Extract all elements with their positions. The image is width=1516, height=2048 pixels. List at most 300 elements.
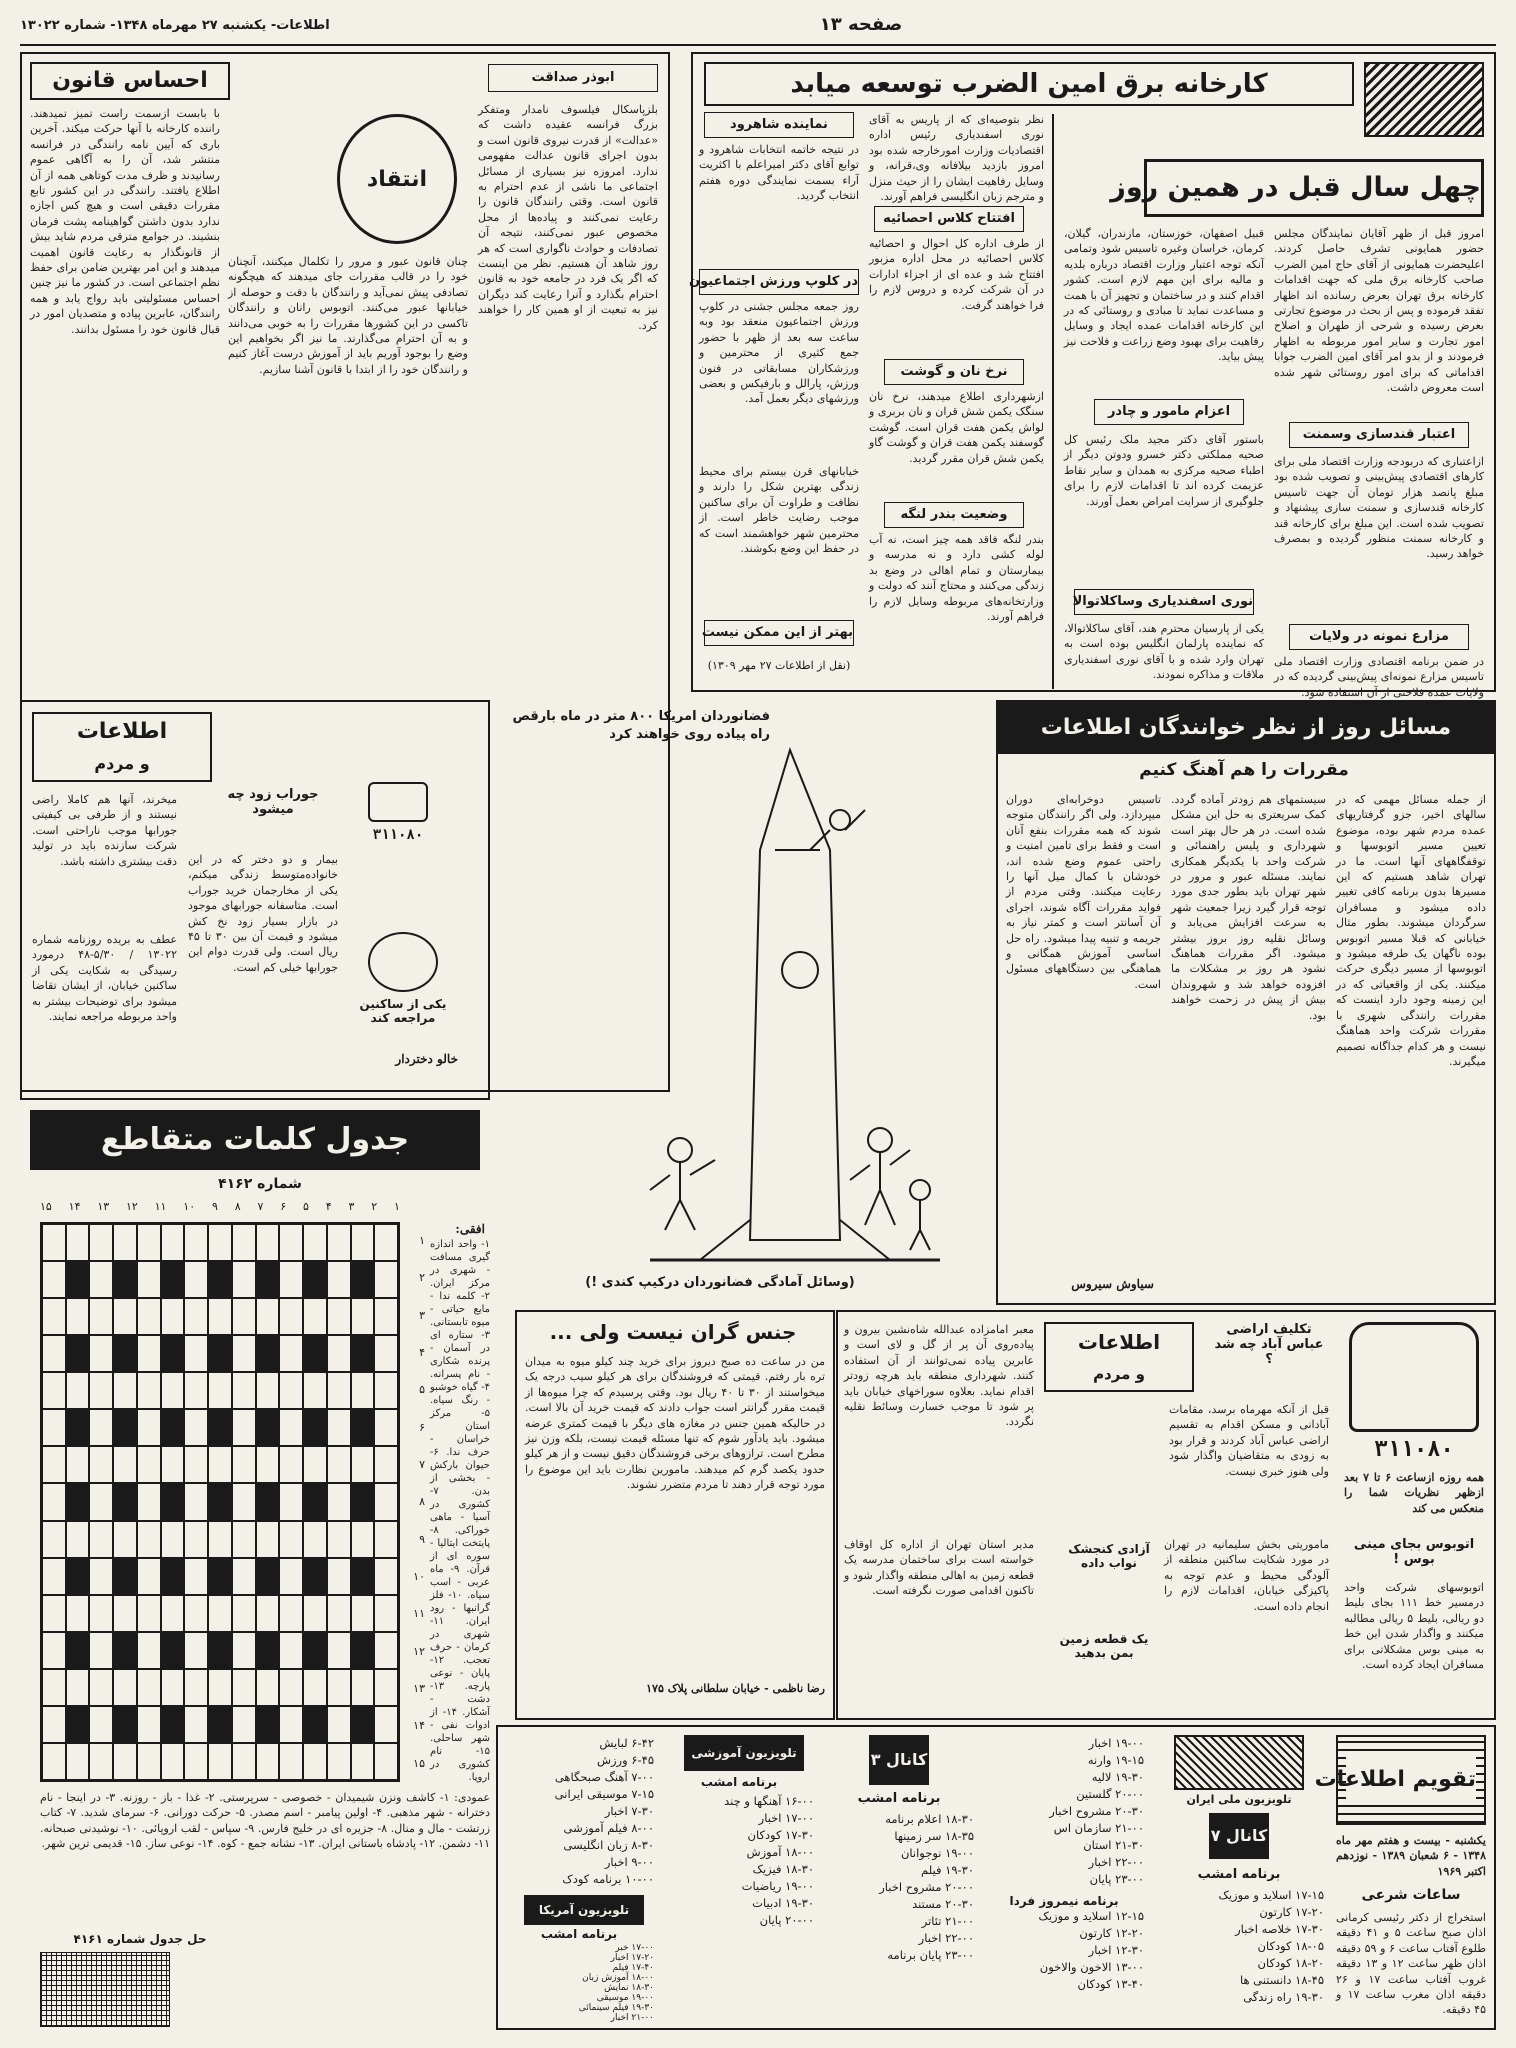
- tv7b-line: ۲۰-۰۰ گلستین: [1076, 1787, 1144, 1801]
- crossword-black-cell: [113, 1632, 137, 1669]
- crossword-cell: [89, 1298, 113, 1335]
- model-farms-body: در ضمن برنامه اقتصادی وزارت اقتصاد ملی تاسیس مزارع نمونه‌ای پیش‌بینی گردیده که در ولایات عمده فلاحتی از آن استفاده شود.: [1274, 655, 1484, 699]
- bandar-lengeh-body: بندر لنگه فاقد همه چیز است، نه آب لوله کشی دارد و نه مدرسه و بیمارستان و تمام اهالی در وضع بد زندگی می‌کنند و محتاج آنند که دولت و وزارتخانه‌های مربوطه وسایل لازم را فراهم آورند.: [869, 533, 1044, 624]
- crossword-row-numbers: [405, 1222, 425, 1782]
- crossword-black-cell: [351, 1632, 375, 1669]
- mardom-left-signature: خالو دختردار: [395, 1052, 458, 1066]
- crossword-black-cell: [303, 1558, 327, 1595]
- crossword-black-cell: [113, 1706, 137, 1743]
- crossword-cell: [279, 1706, 303, 1743]
- tv-radio-line: ۷-۳۰ اخبار: [604, 1804, 654, 1818]
- tv7-line: ۱۸-۲۰ کودکان: [1257, 1956, 1324, 1970]
- tv7b-line: ۱۹-۳۰ لالیه: [1091, 1770, 1144, 1784]
- crossword-solution-grid: [40, 1952, 170, 2027]
- crossword-cell: [137, 1224, 161, 1261]
- col-number: ۸: [234, 1200, 241, 1213]
- crossword-black-cell: [161, 1335, 185, 1372]
- cement-body: ازاعتباری که دربودجه وزارت اقتصاد ملی برای کارهای اقتصادی پیش‌بینی و تصویب شده بود مبلغ پانصد هزار تومان آن جهت تاسیس کارخانه قندسازی و سمنت سازی پیشنهاد و تصویب شده است. این مبلغ برای کارخانه قند و کارخانه سمنت منظور گردیده و بمصرف خواهد رسید.: [1274, 455, 1484, 561]
- law-author-text: ابوذر صداقت: [531, 70, 615, 85]
- crossword-cell: [66, 1521, 90, 1558]
- crossword-cell: [232, 1298, 256, 1335]
- crossword-cell: [303, 1298, 327, 1335]
- mardom-right-logo-line2: و مردم: [1093, 1365, 1145, 1383]
- law-title-box: [30, 62, 230, 100]
- crossword-cell: [232, 1743, 256, 1780]
- col-number: ۹: [211, 1200, 218, 1213]
- crossword-cell: [327, 1483, 351, 1520]
- mardom-right-misc-body: معبر امامزاده عبدالله شاه‌نشین بیرون و پیاده‌روی آن پر از گل و لای است و عابرین پیاده نمی‌توانند از آن استفاده کنند. شهرداری منطقه باید هرچه زودتر اقدام نماید. بعلاوه سوراخهای خیابان باید پر شود تا موجب خسارت وسائط نقلیه نگردد.: [844, 1323, 1034, 1429]
- crossword-black-cell: [161, 1261, 185, 1298]
- crossword-cell: [374, 1706, 398, 1743]
- masthead-page-label: صفحه ۱۳: [819, 14, 903, 35]
- crossword-title: جدول کلمات متقاطع: [30, 1110, 480, 1170]
- crossword-cell: [137, 1335, 161, 1372]
- bread-body: ازشهرداری اطلاع میدهند، نرخ نان سنگک یکمن شش قران و نان بربری و لواش یکمن هفت قران است. گوشت گوسفند یکمن هفت قران و گوشت گاو یکمن شش قران مقرر گردید.: [869, 390, 1044, 465]
- crossword-black-cell: [161, 1483, 185, 1520]
- crossword-solution-label: حل جدول شماره ۴۱۶۱: [73, 1932, 207, 1946]
- crossword-cell: [279, 1632, 303, 1669]
- law-col2: چنان قانون عبور و مرور را تکلمال میکنند، آنچنان خود را در قالب مقررات جای میدهند که هیچگونه تصادفی پیش نمی‌آید و رانندگان با دقت و حوصله از خیابانها عبور می‌کنند. اتوبوس رانان و رانندگان تاکسی در این کشورها مقررات را به خوبی می‌دانند و به آن احترام می‌گذارند. ما نیز اگر بخواهیم این وضع را بوجود آوریم باید از آموزش درست آغاز کنیم و رانندگان خود را از ابتدا با قانون آشنا سازیم.: [228, 255, 468, 376]
- crossword-cell: [42, 1409, 66, 1446]
- calendar-title-box: [1314, 1735, 1486, 1825]
- row-number: ۱۵: [413, 1756, 425, 1770]
- tv-radio-line: ۷-۰۰ آهنگ صبحگاهی: [554, 1770, 654, 1784]
- row-number: ۱: [419, 1234, 425, 1248]
- col-number: ۱۵: [40, 1200, 52, 1213]
- crossword-cell: [137, 1261, 161, 1298]
- crossword-black-cell: [66, 1335, 90, 1372]
- crossword-cell: [184, 1632, 208, 1669]
- crossword-cell: [208, 1595, 232, 1632]
- crossword-black-cell: [303, 1335, 327, 1372]
- crossword-black-cell: [351, 1409, 375, 1446]
- crossword-cell: [279, 1224, 303, 1261]
- crossword-cell: [89, 1632, 113, 1669]
- crossword-cell: [113, 1224, 137, 1261]
- crossword-cell: [327, 1298, 351, 1335]
- tv-us-line: ۱۷-۴۰ فیلم: [612, 1963, 654, 1973]
- crossword-cell: [279, 1743, 303, 1780]
- crossword-cell: [232, 1335, 256, 1372]
- crossword-cell: [256, 1595, 280, 1632]
- tv-us-line: ۱۹-۰۰ موسیقی: [596, 1993, 654, 2003]
- tv7b-tomorrow-line: ۱۳-۰۰ الاخون والاخون: [1039, 1960, 1144, 1974]
- crossword-cell: [42, 1224, 66, 1261]
- crossword-cell: [232, 1595, 256, 1632]
- sports-club-body: روز جمعه مجلس جشنی در کلوپ ورزش اجتماعیون منعقد بود وبه ساعت سه بعد از ظهر با حضور جمع کثیری از محترمین و ورزشکاران مسابقاتی در فنون ورزش، پارالل و بارفیکس و بعضی ورزشهای دیگر بعمل آمد.: [699, 300, 859, 406]
- tv3-line: ۲۲-۰۰ اخبار: [918, 1931, 974, 1945]
- crossword-cell: [303, 1372, 327, 1409]
- crossword-black-cell: [66, 1706, 90, 1743]
- rocket-drawing-icon: [500, 720, 990, 1280]
- mardom-right-section: [836, 1310, 1496, 1720]
- calendar-block: [1314, 1735, 1487, 2025]
- crossword-cell: [66, 1669, 90, 1706]
- crossword-cell: [256, 1298, 280, 1335]
- crossword-black-cell: [113, 1558, 137, 1595]
- col-number: ۳: [348, 1200, 355, 1213]
- crossword-cell: [232, 1483, 256, 1520]
- col-number: ۱: [393, 1200, 400, 1213]
- crossword-cell: [279, 1446, 303, 1483]
- crossword-cell: [232, 1706, 256, 1743]
- crossword-cell: [89, 1669, 113, 1706]
- tv-edu-block: [664, 1735, 814, 2025]
- sub-sports-club: در کلوپ ورزش اجتماعیون: [699, 269, 859, 295]
- tv-us-line: ۱۷-۰۰ خبر: [615, 1943, 654, 1953]
- crossword-black-cell: [161, 1632, 185, 1669]
- crossword-cell: [303, 1595, 327, 1632]
- tv-us-line: ۱۷-۲۰ اخبار: [610, 1953, 654, 1963]
- cheap-section: [515, 1310, 835, 1720]
- crossword-cell: [208, 1743, 232, 1780]
- tv-us-line: ۱۸-۳۰ نمایش: [604, 1983, 654, 1993]
- crossword-black-cell: [303, 1409, 327, 1446]
- tv7-list: [1154, 1887, 1324, 2006]
- tv7b-tomorrow-line: ۱۲-۲۰ کارتون: [1079, 1926, 1144, 1940]
- tv-edu-line: ۱۷-۳۰ کودکان: [747, 1828, 814, 1842]
- factory-body: نظر بتوصیه‌ای که از پاریس به آقای نوری اسفندیاری رئیس اداره اقتصادیات وزارت امورخارجه شده بود امروز بازدید بیلافانه وی،قرانه، و وسایل رفاهیت ایشان را از حیث منزل و مترجم زبان انگلیسی فراهم آورند.: [869, 113, 1044, 204]
- tv3-line: ۱۸-۳۵ سر زمینها: [894, 1829, 974, 1843]
- phone-left-number: ۳۱۱۰۸۰: [372, 827, 424, 843]
- crossword-black-cell: [66, 1483, 90, 1520]
- sub-shahrud: نماینده شاهرود: [704, 112, 854, 138]
- crossword-cell: [137, 1669, 161, 1706]
- tv-edu-line: ۱۸-۰۰ آموزش: [746, 1845, 814, 1859]
- crossword-cell: [113, 1298, 137, 1335]
- law-col3: با بابست ازسمت راست تمیز تمیدهند. راننده کارخانه با آنها حرکت میکند. آخرین باری که آیین نامه رانندگی در فرانسه منتشر شد، آن را به آگاهی عموم رسانیدند و ظرف مدت کوتاهی همه از آن اطلاع یافتند. رانندگی در این کشور تابع مقررات دقیقی است و هیچ کس اجازه ندارد بدون داشتن گواهینامه پشت فرمان بنشیند. در جوامع مترقی مردم شاید بیش از قانونگذار به رعایت قانون اهمیت میدهند و این امر بهترین ضامن برای حفظ نظم اجتماعی است. در کشور ما نیز چنین احساس مسئولیتی باید رواج یابد و همه رانندگان، عابرین پیاده و متصدیان امور در قبال قانون خود را مسئول بدانند.: [30, 107, 220, 336]
- crossword-cell: [184, 1669, 208, 1706]
- tv7-line: ۱۷-۳۰ خلاصه اخبار: [1235, 1922, 1324, 1936]
- tv-edu-line: ۱۹-۳۰ ادبیات: [752, 1896, 814, 1910]
- crossword-cell: [303, 1743, 327, 1780]
- crossword-cell: [374, 1298, 398, 1335]
- tv7-line: ۱۹-۳۰ راه زندگی: [1243, 1990, 1324, 2004]
- crossword-cell: [351, 1595, 375, 1632]
- crossword-black-cell: [303, 1261, 327, 1298]
- crossword-cell: [374, 1409, 398, 1446]
- astronaut-cartoon: [500, 700, 990, 1305]
- crossword-cell: [374, 1743, 398, 1780]
- sub-best: بهتر از این ممکن نیست: [704, 620, 854, 646]
- crossword-cell: [279, 1409, 303, 1446]
- crossword-black-cell: [113, 1483, 137, 1520]
- tv7b-line: ۲۱-۳۰ استان: [1083, 1838, 1144, 1852]
- crossword-cell: [66, 1743, 90, 1780]
- tv-radio-list: [504, 1735, 654, 1888]
- row-number: ۱۲: [413, 1644, 425, 1658]
- crossword-cell: [327, 1372, 351, 1409]
- tv-us-program-title: برنامه امشب: [540, 1927, 618, 1941]
- crossword-cell: [303, 1446, 327, 1483]
- crossword-cell: [256, 1372, 280, 1409]
- crossword-cell: [327, 1521, 351, 1558]
- crossword-cell: [327, 1743, 351, 1780]
- crossword-black-cell: [208, 1335, 232, 1372]
- readers-col2: سیستمهای هم زودتر آماده گردد. کمک سریعتری به حل این مشکل شده است. در هر حال بهتر است شهرداری و پلیس راهنمائی و شرکت واحد با یکدیگر همکاری نمایند. مسئله عبور و مرور در شهر تهران باید بطور جدی مورد توجه قرار گیرد زیرا جمعیت شهر به سرعت افزایش می‌یابد و وسائل نقلیه روز بروز بیشتر میشود. اگر مقررات هماهنگ نشود هر روز بر مشکلات ما افزوده خواهد شد و شهروندان بیش از پیش در زحمت خواهند بود.: [1171, 793, 1326, 1022]
- row-number: ۷: [419, 1458, 425, 1472]
- tv-radio-line: ۸-۰۰ فیلم آموزشی: [563, 1821, 654, 1835]
- crossword-cell: [89, 1409, 113, 1446]
- crossword-cell: [89, 1335, 113, 1372]
- cheap-body: من در ساعت ده صبح دیروز برای خرید چند کیلو میوه به میدان تره بار رفتم. قیمتی که فروشندگان برای هر کیلو سیب درجه یک میخواستند از ۳۰ تا ۴۰ ریال بود. وقتی پرسیدم که چرا میوه‌ها از قیمت مقرر گرانتر است جواب دادند که قیمت خرید آن بالا است. در حالیکه همین جنس در مغازه های دیگر با قیمت کمتری عرضه میشود. باید یادآور شوم که تنها مسئله قیمت نیست، بلکه وزن نیز مطرح است. ترازوهای برخی فروشندگان دقیق نیست و از هر کیلو حدود یکصد گرم کم میدهند. مامورین نظارت باید این موضوع را مورد توجه قرار دهند تا مردم متضرر نشوند.: [525, 1355, 825, 1492]
- crossword-vertical-clues: عمودی: ۱- کاشف ونزن شیمیدان - خصوصی - سرپرستی. ۲- غذا - باز - روزنه. ۳- در اینجا - نام دخترانه - شهر مذهبی. ۴- اولین پیامبر - اسم مصدر. ۵- حرکت دورانی. ۶- سرمای شدید. ۷- کتاب زرتشت - مال و منال. ۸- جزیره ای در خلیج فارس. ۹- سپاس - لقب اروپائی. ۱۰- نوشیدنی صبحانه. ۱۱- دشمن. ۱۲- پادشاه باستانی ایران. ۱۳- نشانه جمع - کوه. ۱۴- نوعی ساز. ۱۵- قدیمی ترین شهر.: [40, 1791, 491, 1851]
- crossword-cell: [374, 1558, 398, 1595]
- crossword-black-cell: [208, 1632, 232, 1669]
- readers-section: [996, 700, 1496, 1305]
- crossword-cell: [327, 1595, 351, 1632]
- mardom-right-q3-title: اتوبوس بجای مینی بوس !: [1353, 1537, 1475, 1567]
- tv7-logo-icon: [1174, 1735, 1304, 1790]
- tv-edu-line: ۱۸-۳۰ فیزیک: [752, 1862, 814, 1876]
- crossword-cell: [232, 1224, 256, 1261]
- phone-right-number: ۳۱۱۰۸۰: [1374, 1437, 1454, 1462]
- mardom-right-logo: [1044, 1322, 1194, 1392]
- crossword-cell: [137, 1483, 161, 1520]
- crossword-cell: [374, 1669, 398, 1706]
- crossword-cell: [303, 1669, 327, 1706]
- tv7-line: ۱۸-۰۵ کودکان: [1257, 1939, 1324, 1953]
- ettelaat-logo-icon: [1364, 62, 1484, 137]
- dispatch-body: باستور آقای دکتر مجید ملک رئیس کل صحیه مملکتی دکتر خسرو ودوتن دیگر از اطباء صحیه مرکزی به همدان و سایر نقاط عزیمت کرده اند تا اقدامات لازم را برای جلوگیری از سرایت امراض بعمل آورند.: [1064, 433, 1264, 508]
- crossword-cell: [184, 1595, 208, 1632]
- crossword-black-cell: [256, 1706, 280, 1743]
- crossword-cell: [137, 1372, 161, 1409]
- crossword-cell: [42, 1743, 66, 1780]
- crossword-cell: [279, 1298, 303, 1335]
- tv-radio-line: ۶-۴۵ ورزش: [596, 1753, 654, 1767]
- column-rule: [1052, 114, 1054, 689]
- crossword-black-cell: [113, 1409, 137, 1446]
- tv7b-block: [984, 1735, 1144, 2025]
- tv7b-line: ۱۹-۰۰ اخبار: [1088, 1736, 1144, 1750]
- misc-column: خیابانهای قرن بیستم برای محیط زندگی بهترین شکل را دارند و نظافت و طراوت آن برای ساکنین موجب رضایت خاطر است. از محترمین شهر خواهشمند است که در حفظ این وضع بکوشند.: [699, 465, 859, 556]
- crossword-cell: [374, 1372, 398, 1409]
- tv3-line: ۱۹-۰۰ نوجوانان: [900, 1846, 974, 1860]
- crossword-cell: [374, 1446, 398, 1483]
- tv-us-block: [504, 1735, 654, 2025]
- law-col1: بلزپاسکال فیلسوف نامدار ومتفکر بزرگ فرانسه عقیده داشت که «عدالت» از قدرت نیروی قانون است و بدون اجرای قانون عدالت مفهومی ندارد. امروزه نیز بسیاری از مسائل اجتماعی ما ناشی از عدم احترام به قانون است. وقتی رانندگان قانون را رعایت نمی‌کنند و پیاده‌ها از محل مخصوص عبور نمی‌کنند، نتیجه آن تصادفات و حوادث ناگواری است که هر روز شاهد آن هستیم. نظر من اینست که اگر یک فرد در جامعه خود به قانون احترام بگذارد و آنرا رعایت کند دیگران نیز به تبعیت از او همین کار را خواهند کرد.: [478, 103, 658, 332]
- crossword-black-cell: [351, 1483, 375, 1520]
- critique-badge-icon: [337, 114, 457, 244]
- tv-edu-program-title: برنامه امشب: [700, 1775, 778, 1789]
- crossword-cell: [66, 1224, 90, 1261]
- crossword-cell: [161, 1595, 185, 1632]
- crossword-cell: [89, 1743, 113, 1780]
- mardom-right-q4-body: مدیر استان تهران از اداره کل اوقاف خواسته است برای ساختمان مدرسه یک قطعه زمین به اهالی منطقه واگذار شود و تاکنون اقدامی صورت نگرفته است.: [844, 1538, 1034, 1598]
- crossword-cell: [137, 1446, 161, 1483]
- crossword-black-cell: [303, 1706, 327, 1743]
- factory-headline-box: [704, 62, 1354, 106]
- crossword-cell: [208, 1669, 232, 1706]
- critique-badge-text: انتقاد: [366, 167, 428, 192]
- crossword-cell: [256, 1743, 280, 1780]
- law-title: احساس قانون: [52, 68, 208, 93]
- tv7b-tomorrow-line: ۱۲-۱۵ اسلاید و موزیک: [1038, 1909, 1144, 1923]
- mardom-left-section: [20, 700, 490, 1100]
- crossword-cell: [89, 1483, 113, 1520]
- crossword-cell: [232, 1446, 256, 1483]
- crossword-black-cell: [66, 1409, 90, 1446]
- crossword-cell: [113, 1669, 137, 1706]
- phone-right-icon: [1349, 1322, 1479, 1432]
- crossword-cell: [184, 1483, 208, 1520]
- crossword-black-cell: [256, 1632, 280, 1669]
- mardom-right-q1-body: قبل از آنکه مهرماه برسد، مقامات آبادانی و مسکن اقدام به تقسیم اراضی عباس آباد کردند و قرار بود به زودی به متقاضیان واگذار شود ولی هنوز خبری نیست.: [1169, 1403, 1329, 1478]
- crossword-cell: [42, 1669, 66, 1706]
- crossword-cell: [351, 1446, 375, 1483]
- crossword-cell: [327, 1409, 351, 1446]
- readers-title: مسائل روز از نظر خوانندگان اطلاعات: [998, 702, 1494, 754]
- crossword-number: شماره ۴۱۶۲: [218, 1176, 302, 1192]
- crossword-black-cell: [256, 1558, 280, 1595]
- tv7b-tomorrow-title: برنامه نیمروز فردا: [1009, 1894, 1119, 1908]
- crossword-black-cell: [113, 1335, 137, 1372]
- col-number: ۶: [280, 1200, 287, 1213]
- crossword-black-cell: [256, 1335, 280, 1372]
- calendar-sharia-body: استخراج از دکتر رئیسی کرمانی اذان صبح ساعت ۵ و ۴۱ دقیقه طلوع آفتاب ساعت ۶ و ۵۹ دقیقه اذان ظهر ساعت ۱۲ و ۱۳ دقیقه غروب آفتاب ساعت ۱۷ و ۲۶ دقیقه اذان مغرب ساعت ۱۷ و ۴۵ دقیقه.: [1336, 1911, 1487, 2017]
- tv7-line: ۱۷-۱۵ اسلاید و موزیک: [1218, 1888, 1324, 1902]
- mardom-right-q1-title: تکلیف اراضی عباس آباد چه شد ؟: [1214, 1322, 1324, 1367]
- sub-bandar-lengeh: وضعیت بندر لنگه: [884, 502, 1024, 528]
- row-number: ۵: [419, 1383, 425, 1397]
- crossword-cell: [161, 1224, 185, 1261]
- mardom-left-logo-line2: و مردم: [94, 754, 150, 773]
- crossword-cell: [351, 1224, 375, 1261]
- tv3-line: ۲۱-۰۰ تئاتر: [921, 1914, 974, 1928]
- crossword-cell: [89, 1595, 113, 1632]
- masthead-issue-info: اطلاعات- یکشنبه ۲۷ مهرماه ۱۳۴۸- شماره ۱۳۰۲۲: [20, 18, 330, 33]
- crossword-cell: [232, 1261, 256, 1298]
- crossword-cell: [42, 1595, 66, 1632]
- phone-left-icon: [368, 782, 428, 822]
- row-number: ۴: [419, 1346, 425, 1360]
- tv-radio-line: ۸-۳۰ زبان انگلیسی: [563, 1838, 654, 1852]
- crossword-cell: [161, 1446, 185, 1483]
- crossword-black-cell: [303, 1632, 327, 1669]
- crossword-black-cell: [208, 1558, 232, 1595]
- crossword-cell: [232, 1372, 256, 1409]
- crossword-black-cell: [256, 1483, 280, 1520]
- col-number: ۱۴: [68, 1200, 81, 1213]
- tv-radio-line: ۷-۱۵ موسیقی ایرانی: [554, 1787, 654, 1801]
- law-author: [488, 64, 658, 92]
- crossword-cell: [208, 1521, 232, 1558]
- crossword-cell: [89, 1261, 113, 1298]
- crossword-cell: [374, 1521, 398, 1558]
- crossword-cell: [161, 1298, 185, 1335]
- crossword-cell: [351, 1521, 375, 1558]
- tv7b-tomorrow-line: ۱۲-۳۰ اخبار: [1088, 1943, 1144, 1957]
- crossword-cell: [279, 1669, 303, 1706]
- crossword-cell: [137, 1409, 161, 1446]
- readers-signature: سیاوش سیروس: [1071, 1277, 1154, 1291]
- crossword-black-cell: [66, 1558, 90, 1595]
- crossword-cell: [279, 1335, 303, 1372]
- crossword-cell: [327, 1706, 351, 1743]
- row-number: ۹: [419, 1532, 425, 1546]
- sub-cement: اعتبار قندسازی وسمنت: [1289, 422, 1469, 448]
- tv-us-line: ۱۹-۳۰ فیلم سینمائی: [578, 2003, 654, 2013]
- crossword-cell: [113, 1372, 137, 1409]
- crossword-cell: [184, 1743, 208, 1780]
- crossword-cell: [279, 1558, 303, 1595]
- crossword-cell: [232, 1409, 256, 1446]
- shahrud-body: در نتیجه خاتمه انتخابات شاهرود و توابع آقای دکتر امیراعلم با اکثریت آراء بسمت نمایندگی دوره هفتم انتخاب گردید.: [699, 143, 859, 203]
- crossword-cell: [351, 1372, 375, 1409]
- row-number: ۱۴: [413, 1719, 425, 1733]
- row-number: ۲: [419, 1271, 425, 1285]
- crossword-cell: [137, 1706, 161, 1743]
- crossword-cell: [137, 1632, 161, 1669]
- forty-years-title: [1110, 159, 1484, 217]
- tv3-channel: کانال ۳: [869, 1735, 929, 1785]
- tv3-line: ۲۳-۰۰ پایان برنامه: [887, 1948, 974, 1962]
- mardom-left-q1-answer: میخرند، آنها هم کاملا راضی نیستند و از طرفی بی کیفیتی جورابها موجب ناراحتی است. شرکت سازنده باید در تولید دقت بیشتری داشته باشد.: [32, 793, 177, 868]
- crossword-cell: [327, 1669, 351, 1706]
- crossword-cell: [232, 1521, 256, 1558]
- tv7b-line: ۱۹-۱۵ وارنه: [1087, 1753, 1144, 1767]
- col-number: ۴: [325, 1200, 332, 1213]
- mardom-right-q2-title: آزادی کنجشک نواب داده: [1068, 1542, 1150, 1570]
- crossword-cell: [184, 1521, 208, 1558]
- crossword-cell: [42, 1372, 66, 1409]
- tv-edu-title: تلویزیون آموزشی: [684, 1735, 804, 1771]
- col-number: ۱۱: [154, 1200, 167, 1213]
- crossword-cell: [374, 1632, 398, 1669]
- tv3-line: ۱۸-۳۰ اعلام برنامه: [885, 1812, 974, 1826]
- crossword-col-numbers: [40, 1200, 400, 1220]
- mardom-left-logo-line1: اطلاعات: [76, 719, 168, 744]
- crossword-cell: [374, 1595, 398, 1632]
- tv-us-list: [504, 1943, 654, 2023]
- crossword-cell: [89, 1372, 113, 1409]
- row-number: ۸: [419, 1495, 425, 1509]
- crossword-cell: [184, 1298, 208, 1335]
- crossword-cell: [232, 1558, 256, 1595]
- crossword-cell: [232, 1632, 256, 1669]
- tv-us-line: ۱۸-۰۰ آموزش زبان: [582, 1973, 654, 1983]
- tv7-channel: کانال ۷: [1209, 1813, 1269, 1859]
- tv7-line: ۱۸-۴۵ دانستنی ها: [1239, 1973, 1324, 1987]
- calendar-date: یکشنبه - بیست و هفتم مهر ماه ۱۳۴۸ - ۶ شعبان ۱۳۸۹ - نوزدهم اکتبر ۱۹۶۹: [1336, 1834, 1486, 1878]
- crossword-cell: [327, 1558, 351, 1595]
- col-number: ۱۰: [183, 1200, 196, 1213]
- row-number: ۱۱: [413, 1607, 425, 1621]
- crossword-black-cell: [351, 1558, 375, 1595]
- crossword-cell: [374, 1224, 398, 1261]
- crossword-cell: [137, 1558, 161, 1595]
- crossword-cell: [327, 1261, 351, 1298]
- calendar-title: تقویم اطلاعات: [1346, 1757, 1476, 1803]
- crossword-cell: [42, 1335, 66, 1372]
- mardom-left-q1-title: جوراب زود چه میشود: [227, 787, 319, 817]
- row-number: ۱۰: [413, 1570, 425, 1584]
- mardom-right-q2-body: ماموریتی بخش سلیمانیه در تهران در مورد شکایت ساکنین منطقه از آلودگی محیط و عدم توجه به پاکیزگی خیابان، اقدامات لازم را انجام داده است.: [1164, 1538, 1329, 1613]
- col-number: ۷: [257, 1200, 264, 1213]
- crossword-cell: [232, 1669, 256, 1706]
- crossword-black-cell: [208, 1261, 232, 1298]
- crossword-cell: [279, 1595, 303, 1632]
- crossword-cell: [113, 1595, 137, 1632]
- tv7-block: [1154, 1735, 1324, 2025]
- tv3-program-title: برنامه امشب: [857, 1791, 941, 1806]
- col-number: ۱۲: [125, 1200, 138, 1213]
- readers-col3: تاسیس دوخرابه‌ای دوران میپردازد. ولی اگر رانندگان متوجه شوند که همه مقررات بنفع آنان است و فقط برای تامین امنیت و راحتی عموم وضع شده اند، خودشان با کمال میل آنها را رعایت میکنند. وقتی مردم از فواید مقررات آگاه شوند، اجرای آن آسانتر است و کمتر نیاز به جریمه و تنبیه پیدا میشود. راه حل اساسی آموزش همگانی و هماهنگی بین دستگاههای مسئول است.: [1006, 793, 1161, 991]
- crossword-cell: [42, 1521, 66, 1558]
- stat-class-body: از طرف اداره کل احوال و احصائیه کلاس احصائیه در محل اداره مزبور افتتاح شد و عده ای از اجزاء ادارات در آن شرکت کرده و دروس لازم را فرا خواهند گرفت.: [869, 237, 1044, 312]
- nouri-body: یکی از پارسیان محترم هند، آقای ساکلاتوالا، که نماینده پارلمان انگلیس بوده است به تهران وارد شده و با آقای نوری اسفندیاری ملاقات و مذاکره نمودند.: [1064, 622, 1264, 682]
